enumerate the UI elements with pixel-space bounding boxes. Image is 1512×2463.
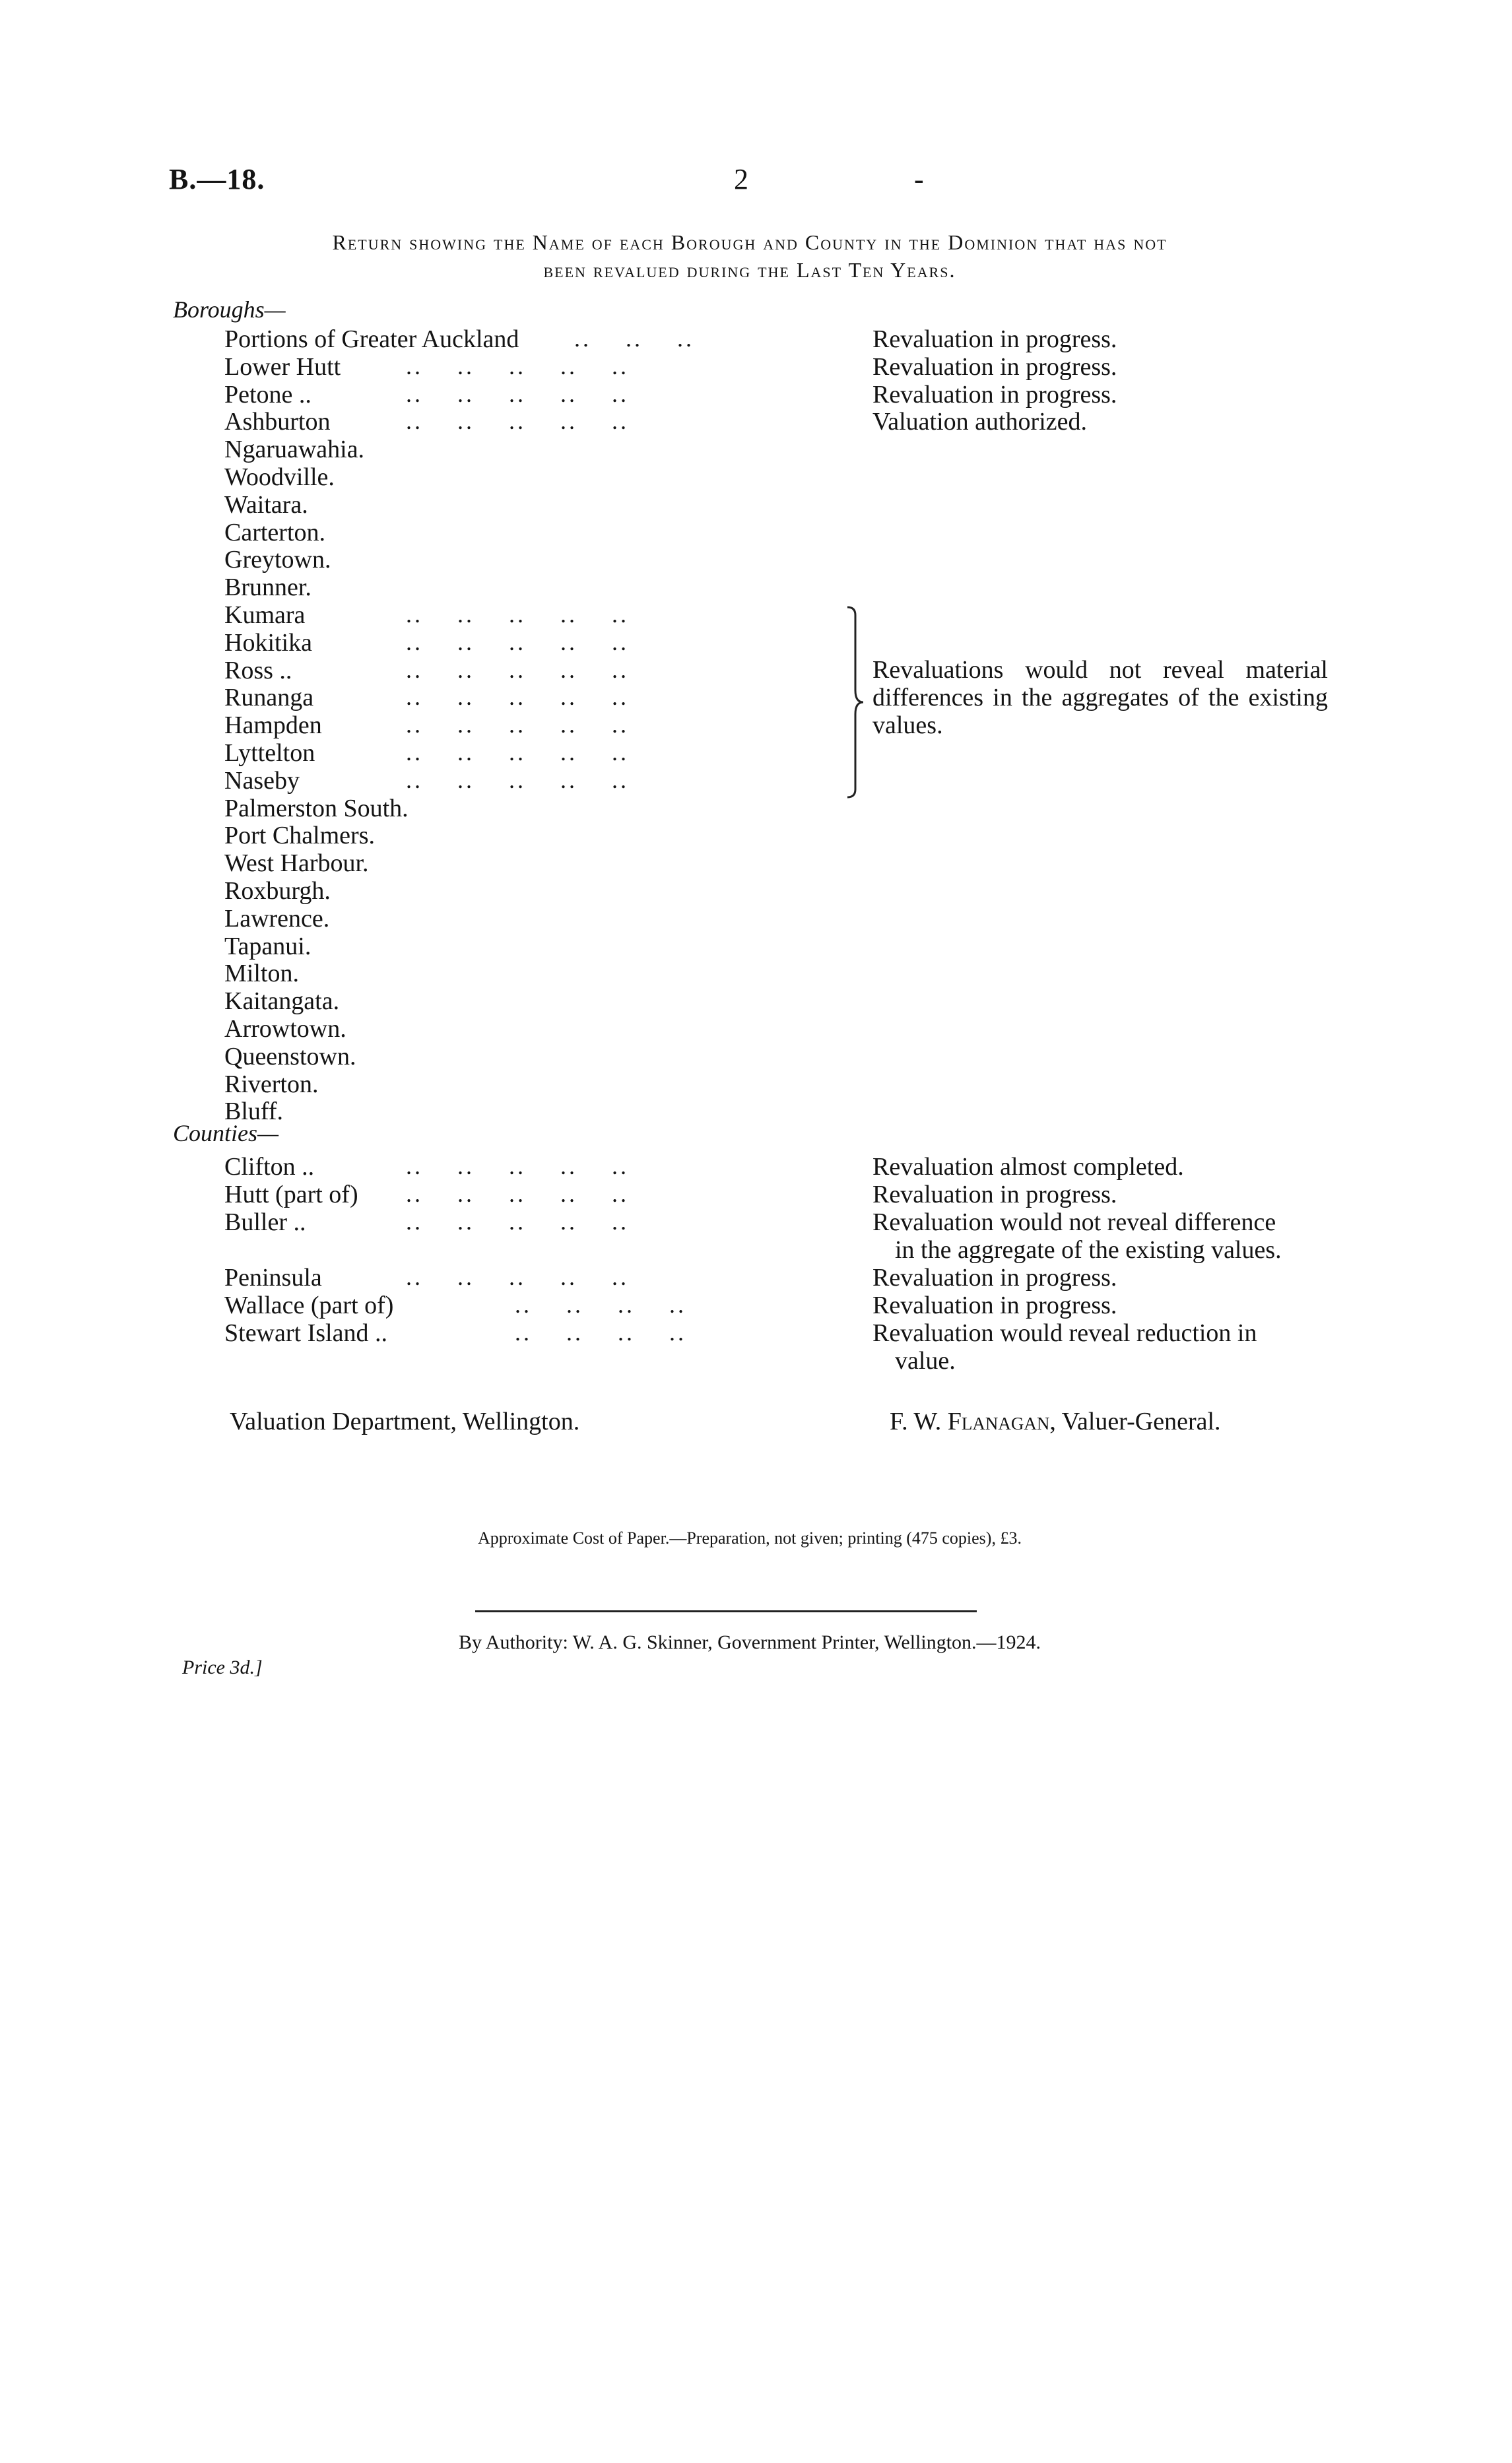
row-name: Hokitika xyxy=(224,628,312,657)
list-row xyxy=(0,352,1512,380)
leader-dots: .. .. .. .. .. xyxy=(406,408,629,435)
row-remark: Revaluation in progress. xyxy=(872,380,1117,409)
row-name: Lyttelton xyxy=(224,739,315,767)
row-name: Kumara xyxy=(224,601,306,629)
row-remark: Revaluation in progress. xyxy=(872,325,1117,353)
signatory-initials: F. W. xyxy=(890,1408,942,1435)
printer-authority: By Authority: W. A. G. Skinner, Government Printer, Wellington.—1924. xyxy=(458,1631,1041,1653)
row-remark: Revaluation in progress. xyxy=(872,1181,1117,1208)
list-row xyxy=(0,849,1512,876)
grouped-remark: Revaluations would not reveal material differences in the aggregates of the existing values. xyxy=(872,656,1328,739)
row-remark: Revaluation would not reveal difference xyxy=(872,1208,1276,1236)
list-row xyxy=(0,628,1512,656)
margin-mark: - xyxy=(914,163,924,195)
list-row xyxy=(0,876,1512,904)
row-name: West Harbour. xyxy=(224,849,369,878)
list-row xyxy=(0,987,1512,1014)
row-name: Naseby xyxy=(224,766,300,795)
row-name: Lower Hutt xyxy=(224,352,341,381)
leader-dots: .. .. .. .. .. xyxy=(406,739,629,766)
list-row xyxy=(0,463,1512,490)
leader-dots: .. .. .. .. .. xyxy=(406,601,629,628)
row-name: Hutt (part of) xyxy=(224,1181,358,1208)
list-row xyxy=(0,904,1512,932)
row-name: Ross .. xyxy=(224,656,292,684)
row-name: Queenstown. xyxy=(224,1042,356,1070)
row-name: Clifton .. xyxy=(224,1153,315,1181)
counties-heading: Counties— xyxy=(173,1120,279,1146)
list-row xyxy=(0,932,1512,960)
boroughs-heading: Boroughs— xyxy=(173,296,286,323)
row-name: Runanga xyxy=(224,684,314,712)
row-name: Lawrence. xyxy=(224,904,330,933)
row-name: Brunner. xyxy=(224,574,312,602)
list-row xyxy=(0,601,1512,628)
cost-of-paper-note: Approximate Cost of Paper.—Preparation, not given; printing (475 copies), £3. xyxy=(478,1528,1022,1548)
row-remark: Revaluation in progress. xyxy=(872,352,1117,381)
row-name: Roxburgh. xyxy=(224,877,331,905)
title-line-1: Return showing the Name of each Borough and County in the Dominion that has not xyxy=(332,230,1167,254)
signatory-surname: Flanagan xyxy=(947,1408,1050,1435)
row-name: Palmerston South. xyxy=(224,794,409,822)
list-row xyxy=(0,1319,1512,1346)
row-name: Ashburton xyxy=(224,408,331,436)
list-row xyxy=(0,794,1512,822)
row-name: Stewart Island .. xyxy=(224,1319,387,1347)
price-note: Price 3d.] xyxy=(182,1657,263,1678)
leader-dots: .. .. .. .. .. xyxy=(406,766,629,793)
list-row xyxy=(0,407,1512,435)
buller-remark-continued: in the aggregate of the existing values. xyxy=(895,1236,1282,1264)
list-row xyxy=(0,1042,1512,1070)
stewart-remark-continued: value. xyxy=(895,1347,956,1375)
list-row xyxy=(0,959,1512,987)
row-name: Greytown. xyxy=(224,546,331,574)
row-name: Arrowtown. xyxy=(224,1015,346,1043)
leader-dots: .. .. .. xyxy=(574,325,694,352)
leader-dots: .. .. .. .. .. xyxy=(406,1181,629,1207)
page-number: 2 xyxy=(734,163,748,195)
row-name: Woodville. xyxy=(224,463,335,491)
footer-rule xyxy=(475,1610,977,1612)
document-title xyxy=(169,228,1331,284)
leader-dots: .. .. .. .. .. xyxy=(406,628,629,655)
list-row xyxy=(0,1208,1512,1235)
leader-dots: .. .. .. .. .. xyxy=(406,352,629,379)
row-name: Waitara. xyxy=(224,490,308,519)
row-name: Portions of Greater Auckland xyxy=(224,325,519,353)
list-row xyxy=(0,545,1512,573)
title-line-2: been revalued during the Last Ten Years. xyxy=(543,258,956,282)
row-name: Tapanui. xyxy=(224,932,312,960)
leader-dots: .. .. .. .. .. xyxy=(406,380,629,407)
leader-dots: .. .. .. .. .. xyxy=(406,656,629,683)
row-name: Riverton. xyxy=(224,1070,319,1098)
row-name: Wallace (part of) xyxy=(224,1292,394,1319)
leader-dots: .. .. .. .. xyxy=(515,1292,686,1318)
list-row xyxy=(0,435,1512,463)
valuer-general-signature xyxy=(890,1407,1221,1436)
list-row xyxy=(0,1263,1512,1291)
grouping-brace xyxy=(845,606,865,799)
list-row xyxy=(0,1152,1512,1180)
leader-dots: .. .. .. .. xyxy=(515,1319,686,1346)
leader-dots: .. .. .. .. .. xyxy=(406,684,629,711)
list-row xyxy=(0,1291,1512,1319)
leader-dots: .. .. .. .. .. xyxy=(406,1264,629,1290)
row-name: Milton. xyxy=(224,960,299,988)
row-name: Ngaruawahia. xyxy=(224,436,365,464)
list-row xyxy=(0,573,1512,601)
row-name: Hampden xyxy=(224,711,322,740)
document-reference: B.—18. xyxy=(169,163,265,195)
leader-dots: .. .. .. .. .. xyxy=(406,711,629,739)
list-row xyxy=(0,1014,1512,1042)
list-row xyxy=(0,766,1512,794)
row-name: Bluff. xyxy=(224,1098,284,1126)
row-remark: Valuation authorized. xyxy=(872,408,1088,436)
leader-dots: .. .. .. .. .. xyxy=(406,1153,629,1179)
list-row xyxy=(0,1070,1512,1098)
row-remark: Revaluation would reveal reduction in xyxy=(872,1319,1257,1347)
row-name: Buller .. xyxy=(224,1208,306,1236)
list-row xyxy=(0,325,1512,352)
row-name: Kaitangata. xyxy=(224,987,340,1016)
row-remark: Revaluation in progress. xyxy=(872,1292,1117,1319)
signatory-title: , Valuer-General. xyxy=(1049,1408,1221,1435)
row-remark: Revaluation almost completed. xyxy=(872,1153,1184,1181)
list-row xyxy=(0,380,1512,408)
row-name: Petone .. xyxy=(224,380,312,409)
list-row xyxy=(0,821,1512,849)
row-name: Peninsula xyxy=(224,1264,322,1292)
row-name: Carterton. xyxy=(224,518,326,546)
row-remark: Revaluation in progress. xyxy=(872,1264,1117,1292)
leader-dots: .. .. .. .. .. xyxy=(406,1208,629,1235)
department-signature: Valuation Department, Wellington. xyxy=(230,1408,580,1435)
list-row xyxy=(0,490,1512,518)
list-row xyxy=(0,1180,1512,1208)
list-row xyxy=(0,739,1512,766)
list-row xyxy=(0,1235,1512,1263)
list-row xyxy=(0,518,1512,546)
row-name: Port Chalmers. xyxy=(224,822,375,850)
